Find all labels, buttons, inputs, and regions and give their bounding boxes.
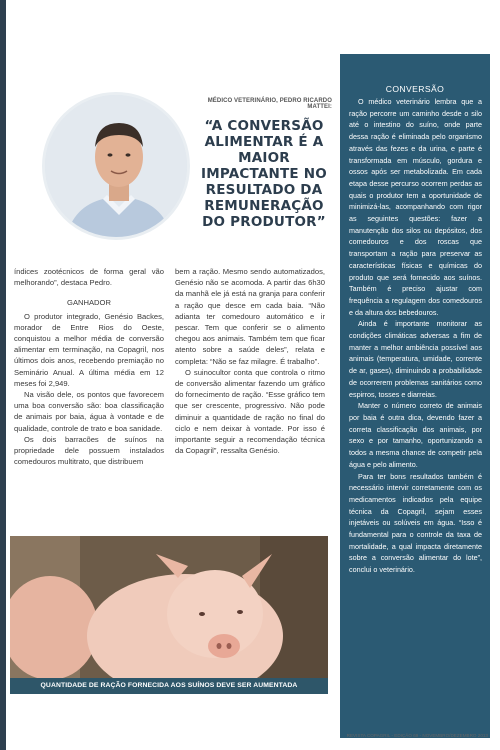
sidebar-paragraph: Para ter bons resultados também é necessário intervir corretamente com os medicamentos indicados pela equipe técnica da Copagril, sejam esses injetáveis ou solúveis em água. “Isso é fundamental para o controle da taxa de mortalidade, a qual impacta diretamente sobre a conversão alimentar do lote”, conclui o veterinário.: [349, 471, 482, 575]
paragraph: Os dois barracões de suínos na propriedade dele possuem instalados comedouros multitrato, que distribuem: [14, 434, 164, 467]
pig-photo: [10, 536, 328, 694]
photo-caption: QUANTIDADE DE RAÇÃO FORNECIDA AOS SUÍNOS DEVE SER AUMENTADA GRADATIVAMENTE: [10, 678, 328, 694]
sidebar-paragraph: O médico veterinário lembra que a ração percorre um caminho desde o silo até o intestino do suíno, onde parte dessa ração é eliminada pelo organismo através das fezes e da urina, e parte é transformada em músculo, gordura e ossos após ser metabolizada. Em cada etapa desse percurso ocorrem perdas as quais o produtor tem a oportunidade de minimizá-las, acompanhando com rigor as seguintes questões: fazer a manutenção dos silos ou depósitos, dos comedouros e dos roscas que transportam a ração para preservar as características físicas e químicas do produto que será fornecido aos suínos. Também é preciso ajustar com frequência a regulagem dos comedouros e da altura dos bebedouros.: [349, 97, 482, 317]
quote-text: “A CONVERSÃO ALIMENTAR É A MAIOR IMPACTANTE NO RESULTADO DA REMUNERAÇÃO DO PRODUTOR”: [201, 118, 327, 230]
sidebar-paragraph: Manter o número correto de animais por baia é outra dica, devendo fazer a correta classificação dos animais, por sexo e por tamanho, oportunizando a todos a mesma chance de competir pela água e pelo alimento.: [349, 401, 482, 469]
article-column-2: [175, 266, 325, 456]
article-column-1: [14, 266, 164, 467]
paragraph: O produtor integrado, Genésio Backes, morador de Entre Rios do Oeste, conquistou a melhor média de conversão alimentar em terminação, na Copagril, nos últimos dois anos, recebendo premiação no Seminário Anual. A última média em 12 meses foi 2,949.: [14, 311, 164, 388]
section-heading: GANHADOR: [67, 298, 111, 308]
paragraph: O suinocultor conta que controla o ritmo de conversão alimentar fazendo um gráfico do fornecimento de ração. “Esse gráfico tem que ser crescente, progressivo. Não pode diminuir a quantidade de ração no final do ciclo e nem deixar à vontade. Por isso é importante seguir a recomendação técnica da Copagril”, ressalta Genésio.: [175, 367, 325, 456]
paragraph: Na visão dele, os pontos que favorecem uma boa conversão são: boa classificação de animais por baia, água à vontade e de qualidade, controle de trato e boa sanidade.: [14, 390, 164, 433]
paragraph: índices zootécnicos de forma geral vão melhorando”, destaca Pedro.: [14, 267, 164, 288]
sidebar-title: CONVERSÃO: [385, 84, 445, 94]
portrait-photo: [42, 92, 190, 240]
quote-source: MÉDICO VETERINÁRIO, PEDRO RICARDO MATTEI:: [207, 98, 332, 110]
page-footer: REVISTA COPAGRIL - EDIÇÃO 69 - NOVEMBRO/DEZEMBRO 2013: [346, 733, 488, 738]
sidebar-paragraph: Ainda é importante monitorar as condições climáticas adversas a fim de manter a melhor ambiência possível aos animais (temperatura, umidade, corrente de ar, gases), diminuindo a probabilidade de ocorrerem problemas sanitários como espirros, tosses e diarreias.: [349, 319, 482, 399]
paragraph: bem a ração. Mesmo sendo automatizados, Genésio não se acomoda. A partir das 6h30 da manhã ele já está na granja para conferir a ração que desce em cada baia. “Não adianta ter comedouro automático e ir pescar. Tem que conferir se o alimento chegou aos animais. Também tem que ficar atento sobre a saúde deles”, relata e completa: “Não se faz milagre. É trabalho”.: [175, 267, 325, 366]
sidebar-text: [349, 96, 482, 576]
pull-quote: [196, 98, 332, 230]
